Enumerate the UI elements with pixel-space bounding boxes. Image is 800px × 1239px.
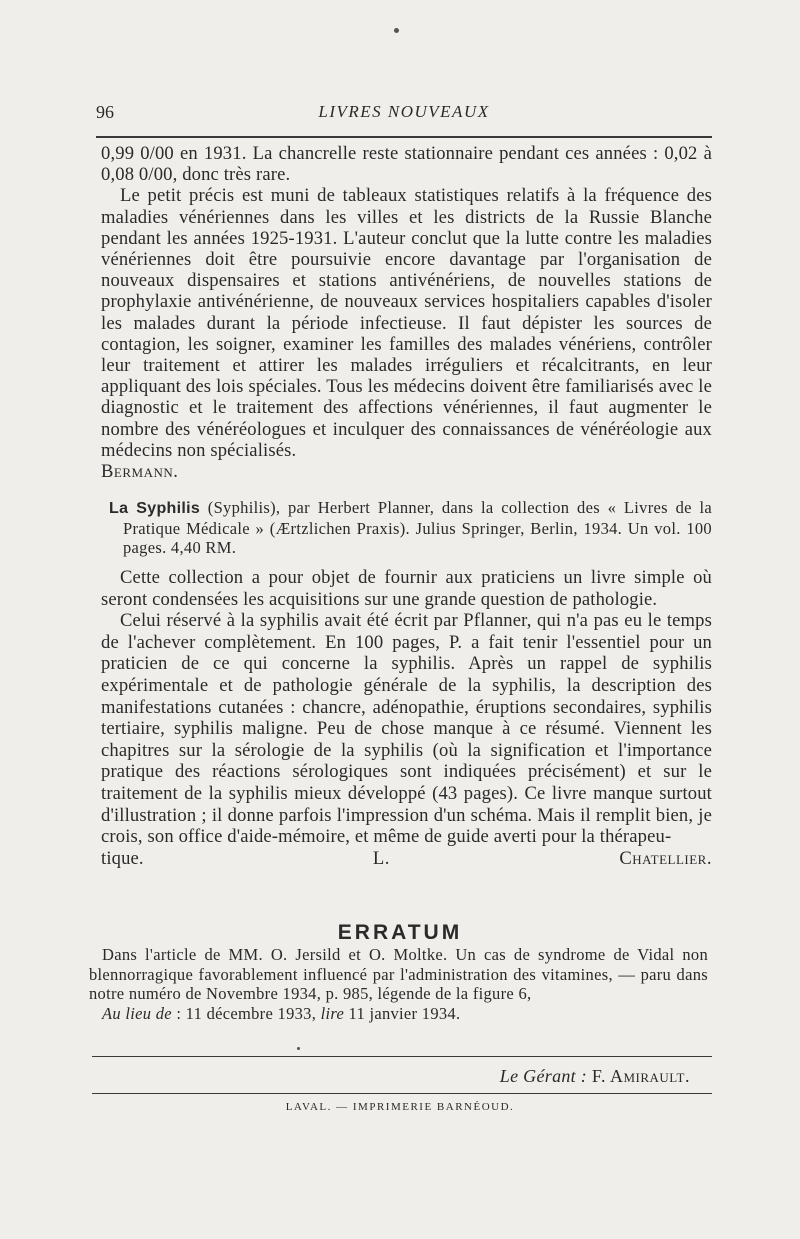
review-bermann [101, 143, 712, 482]
imprint: LAVAL. — IMPRIMERIE BARNÉOUD. [285, 1101, 515, 1113]
page-number: 96 [96, 102, 114, 122]
footer-rule [92, 1093, 712, 1094]
erratum-body [89, 945, 708, 1023]
book-reference [109, 498, 712, 558]
signature-line [101, 461, 712, 482]
paragraph: Le petit précis est muni de tableaux statistiques relatifs à la fréquence des maladies vénériennes dans les villes et les districts de la Russie Blanche pendant les années 1925-1931. L'auteur conclut que la lutte contre les maladies vénériennes doit être poursuivie encore davantage par l'organisation de nouveaux dispensaires et stations antivénériens, de nouvelles stations de prophylaxie antivénérienne, de nouveaux services hospitaliers capables d'isoler les malades durant la période infectieuse. Il faut dépister les sources de contagion, les soigner, examiner les familles des malades vénériens, contrôler leur traitement et attirer les malades irréguliers et récalcitrants, en leur appliquant des lois spéciales. Tous les médecins doivent être familiarisés avec le diagnostic et le traitement des affections vénériennes, il faut augmenter le nombre des vénéréologues et inculquer des connaissances de vénéréologie aux médecins non spécialisés. [101, 185, 712, 461]
reviewer-signature: L. Chatellier. [372, 847, 712, 869]
printer-dot [297, 1047, 300, 1050]
gerant-label: Le Gérant : [499, 1066, 588, 1086]
running-title: LIVRES NOUVEAUX [318, 102, 490, 121]
erratum-correction [89, 1004, 708, 1024]
book-title: La Syphilis [109, 500, 201, 517]
footer-rule [92, 1056, 712, 1057]
paragraph: Cette collection a pour objet de fournir aux praticiens un livre simple où seront condensées les acquisitions sur une grande question de pathologie. [101, 567, 712, 610]
paragraph: Celui réservé à la syphilis avait été écrit par Pflanner, qui n'a pas eu le temps de l'achever complètement. En 100 pages, P. a fait tenir l'essentiel pour un praticien de ce qui concerne la syphilis. Après un rappel de syphilis expérimentale et de pathologie générale de la syphilis, la description des manifestations cutanées : chancre, adénopathie, éruptions secondaires, syphilis tertiaire, syphilis maligne. Peu de chose manque à ce résumé. Viennent les chapitres sur la sérologie de la syphilis (où la signification et l'importance pratique des réactions sérologiques sont indiquées précisément) et sur le traitement de la syphilis mieux développé (43 pages). Ce livre manque surtout d'illustration ; il donne parfois l'impression d'un schéma. Mais il remplit bien, je crois, son office d'aide-mémoire, et même de guide averti pour la thérapeu- [101, 610, 712, 848]
gerant-name: F. Amirault. [591, 1066, 690, 1086]
correction-label: lire [320, 1003, 345, 1023]
reviewer-signature: Bermann. [101, 461, 179, 483]
correction-old: : 11 décembre 1933, [176, 1003, 317, 1023]
erratum-title: ERRATUM [337, 921, 463, 944]
header-rule [96, 136, 712, 138]
paragraph: 0,99 0/00 en 1931. La chancrelle reste stationnaire pendant ces années : 0,02 à 0,08 0/00, donc très rare. [101, 143, 712, 186]
correction-new: 11 janvier 1934. [348, 1003, 461, 1023]
correction-label: Au lieu de [102, 1003, 172, 1023]
gerant-line [500, 1066, 690, 1087]
review-chatellier [101, 567, 712, 869]
signature-line [101, 848, 712, 870]
erratum-text: Dans l'article de MM. O. Jersild et O. Moltke. Un cas de syndrome de Vidal non blennorragique favorablement influencé par l'administration des vitamines, — paru dans notre numéro de Novembre 1934, p. 985, légende de la figure 6, [89, 945, 708, 1003]
book-details: (Syphilis), par Herbert Planner, dans la collection des « Livres de la Pratique Médicale » (Ærtzlichen Praxis). Julius Springer, Berlin, 1934. Un vol. 100 pages. 4,40 RM. [123, 498, 712, 557]
running-head [96, 102, 712, 128]
book-citation [109, 498, 712, 558]
last-word: tique. [101, 847, 144, 869]
printer-dot [394, 28, 399, 33]
